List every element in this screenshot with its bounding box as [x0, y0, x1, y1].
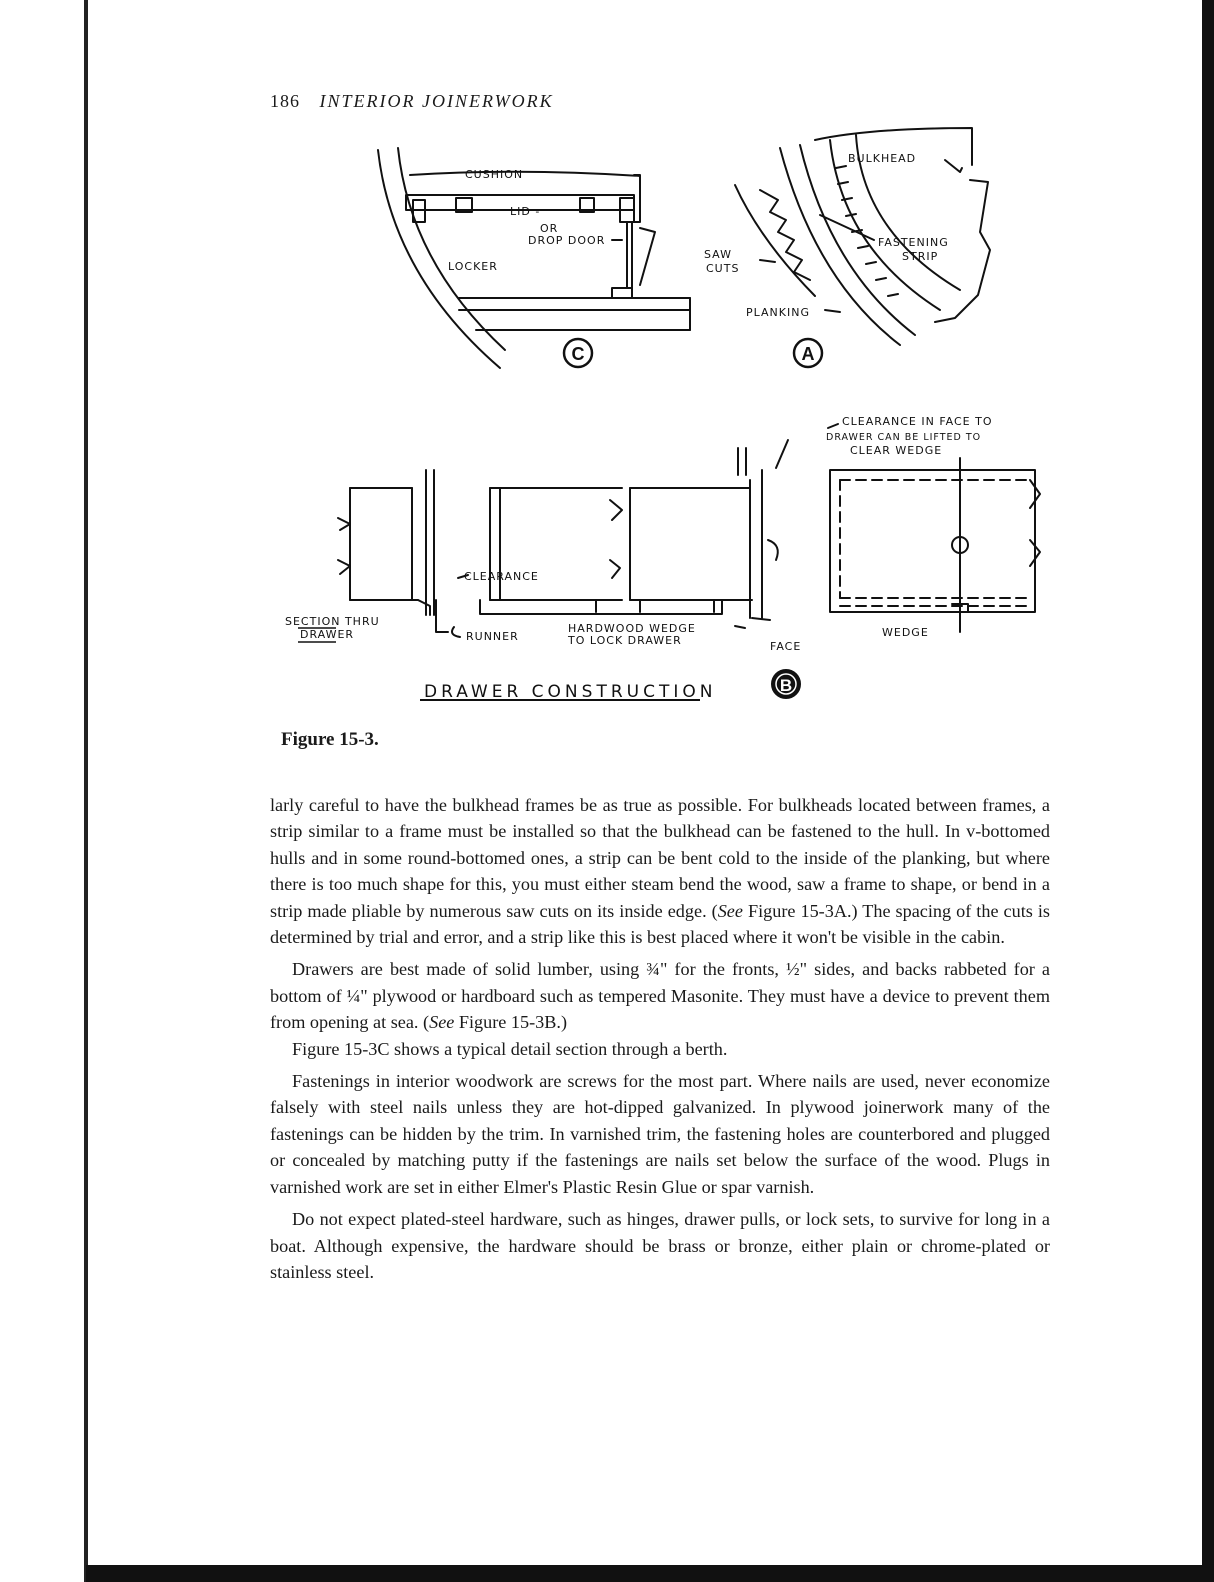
label-drawer-can-be-lifted: DRAWER CAN BE LIFTED TO: [826, 432, 982, 443]
label-locker: LOCKER: [448, 260, 498, 273]
marker-b-letter: B: [779, 676, 793, 695]
label-cushion: CUSHION: [465, 168, 524, 181]
label-face: FACE: [770, 640, 802, 653]
figure-caption: Figure 15-3.: [281, 729, 379, 750]
paragraph-1: larly careful to have the bulkhead frames be as true as possible. For bulkheads located between frames, a strip similar to a frame must be installed so that the bulkhead can be fastened to the hull. In v-bottomed hulls and in some round-bottomed ones, a strip can be bent cold to the inside of the planking, but where there is too much shape for this, you must either steam bend the wood, saw a frame to shape, or bend in a strip made pliable by numerous saw cuts on its inside edge. (See Figure 15-3A.) The spacing of the cuts is determined by trial and error, and a strip like this is best placed where it won't be visible in the cabin.: [270, 795, 1050, 948]
label-cuts: CUTS: [706, 262, 740, 275]
label-clear-wedge: CLEAR WEDGE: [850, 444, 943, 457]
marker-a: [794, 339, 822, 367]
label-clearance: CLEARANCE: [464, 570, 539, 583]
label-drop-door: DROP DOOR: [528, 234, 606, 247]
label-clearance-in-face: CLEARANCE IN FACE TO: [842, 415, 993, 428]
paragraph-5: Do not expect plated-steel hardware, such as hinges, drawer pulls, or lock sets, to survive for long in a boat. Although expensive, the hardware should be brass or bronze, either plain or chrome-plated or stainless steel.: [270, 1209, 1050, 1282]
marker-c-letter: C: [571, 344, 585, 364]
label-planking: PLANKING: [746, 306, 810, 319]
label-bulkhead: BULKHEAD: [848, 152, 917, 165]
label-drawer-construction: DRAWER CONSTRUCTION: [424, 682, 717, 702]
scan-edge-bottom: [86, 1565, 1214, 1582]
paragraph-2: Drawers are best made of solid lumber, using ¾" for the fronts, ½" sides, and backs rabbeted for a bottom of ¼" plywood or hardboard such as tempered Masonite. They must have a device to prevent them from opening at sea. (See Figure 15-3B.): [270, 959, 1050, 1033]
label-to-lock-drawer: TO LOCK DRAWER: [568, 634, 682, 647]
marker-a-letter: A: [801, 344, 815, 364]
marker-b: [772, 670, 800, 698]
label-drawer: DRAWER: [300, 628, 355, 641]
figure-15-3: [0, 0, 1214, 720]
label-strip: STRIP: [902, 250, 939, 263]
label-fastening: FASTENING: [878, 236, 949, 249]
paragraph-4: Fastenings in interior woodwork are screws for the most part. Where nails are used, never economize falsely with steel nails unless they are hot-dipped galvanized. In plywood joinerwork many of the fastenings can be hidden by the trim. In varnished trim, the fastening holes are counterbored and plugged or concealed by matching putty if the fastenings are nails set below the surface of the wood. Plugs in varnished work are set in either Elmer's Plastic Resin Glue or spar varnish.: [270, 1071, 1050, 1197]
label-wedge: WEDGE: [882, 626, 929, 639]
diagram-c-berth-section: [378, 148, 690, 368]
marker-c: [564, 339, 592, 367]
page-number: 186: [270, 91, 300, 111]
paragraph-3: Figure 15-3C shows a typical detail section through a berth.: [292, 1038, 728, 1059]
label-saw: SAW: [704, 248, 732, 261]
label-section-thru: SECTION THRU: [285, 615, 380, 628]
label-or: OR: [540, 222, 559, 235]
body-text: [270, 792, 1050, 1285]
label-runner: RUNNER: [466, 630, 519, 643]
label-lid: LID -: [510, 205, 541, 218]
section-title: INTERIOR JOINERWORK: [319, 91, 554, 111]
label-hardwood-wedge: HARDWOOD WEDGE: [568, 622, 696, 635]
